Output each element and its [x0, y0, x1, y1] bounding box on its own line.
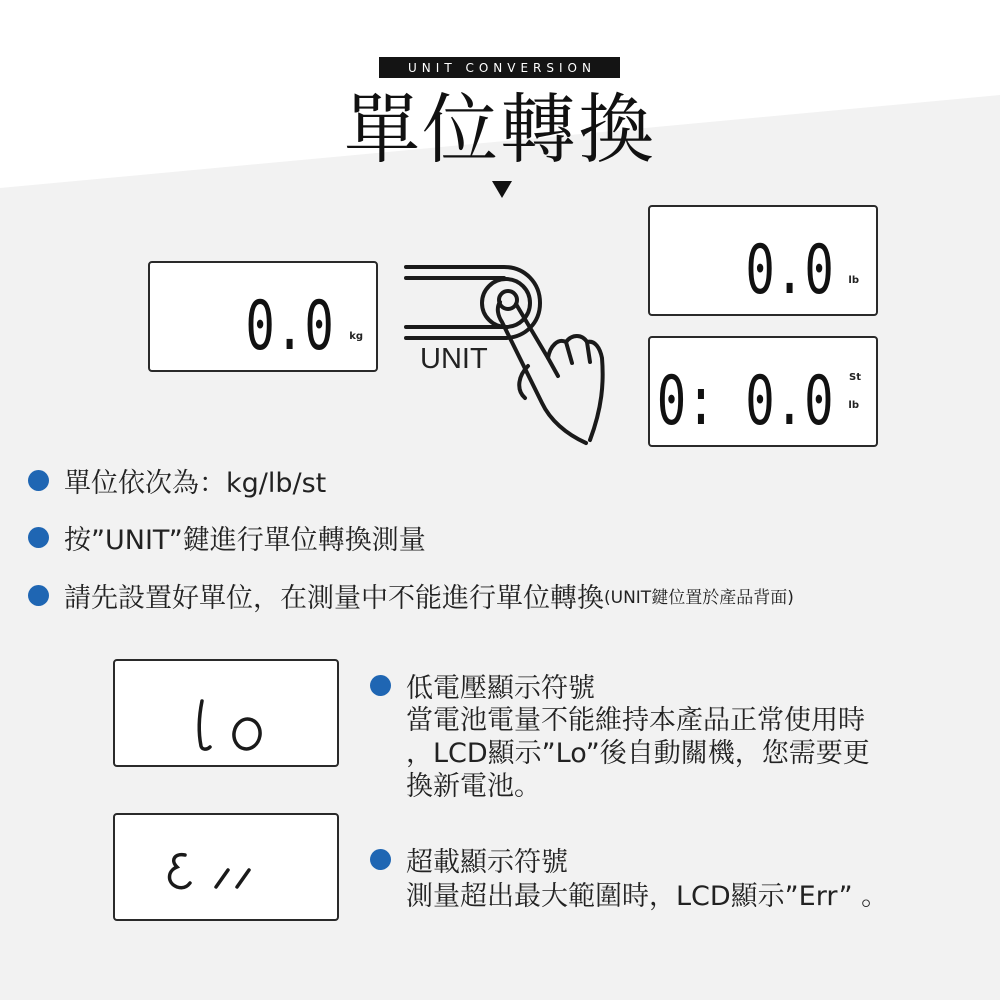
- info-line: 當電池電量不能維持本產品正常使用時: [406, 705, 865, 736]
- lcd-unit-label-bottom: lb: [848, 400, 859, 411]
- lcd-display-low-battery: [113, 659, 339, 767]
- page-title: 單位轉換: [344, 85, 656, 174]
- info-heading: 低電壓顯示符號: [406, 673, 595, 704]
- down-arrow-icon: [492, 181, 512, 198]
- unit-button-label: UNIT: [420, 343, 488, 375]
- lcd-value: 0.0: [245, 287, 334, 366]
- info-line: 測量超出最大範圍時，LCD顯示”Err” 。: [406, 881, 889, 912]
- bullet-dot-icon: [28, 527, 49, 548]
- bullet-item: [28, 576, 794, 615]
- lcd-display-kg: [148, 261, 378, 372]
- bullet-note: (UNIT鍵位置於產品背面): [604, 588, 794, 608]
- lcd-unit-label: lb: [848, 275, 859, 286]
- info-line: ，LCD顯示”Lo”後自動關機，您需要更: [406, 738, 870, 769]
- section-label: UNIT CONVERSION: [379, 57, 620, 78]
- lcd-display-st: [648, 336, 878, 447]
- bullet-text: 按”UNIT”鍵進行單位轉換測量: [64, 525, 426, 556]
- lcd-glyphs: [115, 815, 341, 923]
- lcd-glyphs: [115, 661, 341, 769]
- info-heading-row: [370, 840, 568, 879]
- bullet-text: 請先設置好單位，在測量中不能進行單位轉換: [64, 583, 604, 614]
- lcd-unit-label-top: St: [849, 372, 861, 383]
- info-line: 換新電池。: [406, 771, 541, 802]
- bullet-item: [28, 518, 426, 557]
- lcd-unit-label: kg: [349, 331, 363, 342]
- bullet-item: [28, 461, 326, 500]
- bullet-dot-icon: [370, 675, 391, 696]
- bullet-dot-icon: [28, 585, 49, 606]
- bullet-dot-icon: [28, 470, 49, 491]
- lcd-display-lb: [648, 205, 878, 316]
- info-heading-row: [370, 666, 595, 705]
- info-description: [406, 704, 870, 803]
- bullet-dot-icon: [370, 849, 391, 870]
- bullet-text: 單位依次為：kg/lb/st: [64, 468, 327, 499]
- lcd-value: 0: 0.0: [657, 362, 834, 441]
- info-description: [406, 880, 888, 913]
- lcd-display-overload: [113, 813, 339, 921]
- info-heading: 超載顯示符號: [406, 847, 568, 878]
- lcd-value: 0.0: [745, 231, 834, 310]
